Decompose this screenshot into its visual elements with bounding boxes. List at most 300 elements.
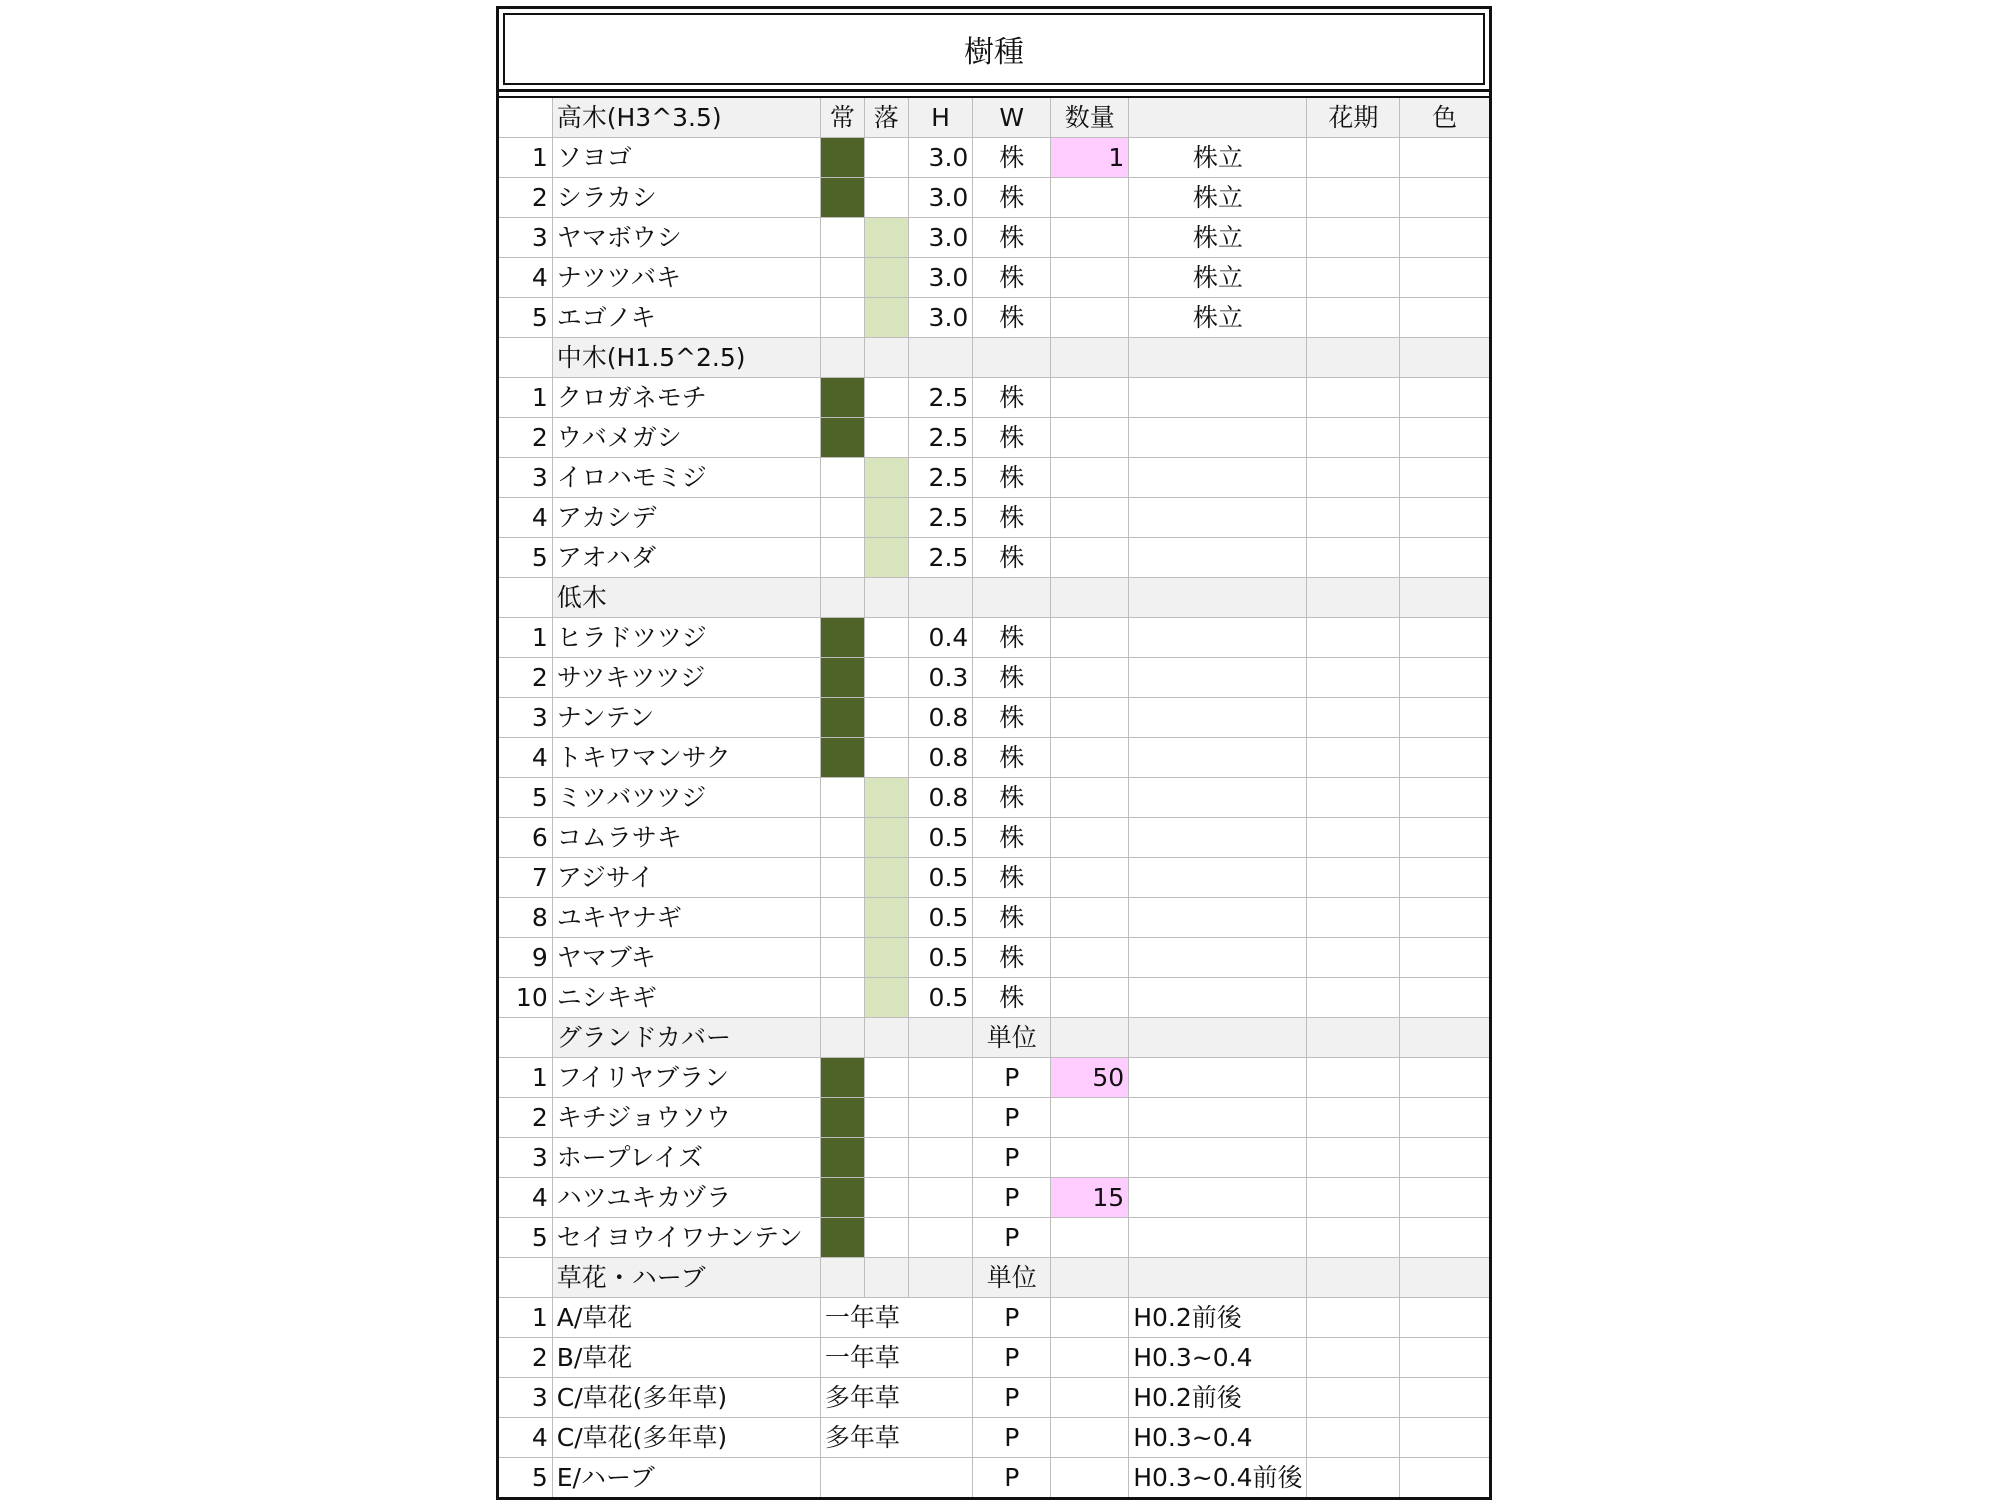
width-unit[interactable]: 株 (973, 778, 1051, 818)
height-value[interactable]: 0.5 (908, 978, 973, 1018)
quantity-cell[interactable] (1051, 858, 1129, 898)
bloom-cell[interactable] (1307, 1418, 1400, 1458)
width-unit[interactable]: 株 (973, 178, 1051, 218)
width-unit[interactable]: 株 (973, 418, 1051, 458)
row-number: 4 (499, 258, 552, 298)
width-unit[interactable]: 株 (973, 738, 1051, 778)
note-cell[interactable]: 株立 (1129, 258, 1307, 298)
plant-name[interactable]: サツキツツジ (552, 658, 820, 698)
height-value[interactable]: 2.5 (908, 418, 973, 458)
row-number: 7 (499, 858, 552, 898)
height-value[interactable] (908, 1098, 973, 1138)
note-cell[interactable] (1129, 818, 1307, 858)
width-unit[interactable]: 株 (973, 538, 1051, 578)
deciduous-marker[interactable] (864, 818, 908, 858)
evergreen-column-header: 常 (820, 97, 864, 138)
bloom-cell[interactable] (1307, 738, 1400, 778)
plant-name[interactable]: E/ハーブ (552, 1458, 820, 1498)
height-value[interactable]: 2.5 (908, 378, 973, 418)
quantity-cell[interactable] (1051, 1338, 1129, 1378)
deciduous-marker[interactable] (864, 778, 908, 818)
evergreen-marker[interactable] (820, 858, 864, 898)
note-cell[interactable]: 株立 (1129, 178, 1307, 218)
bloom-cell[interactable] (1307, 978, 1400, 1018)
bloom-cell[interactable] (1307, 1458, 1400, 1498)
quantity-cell[interactable]: 15 (1051, 1178, 1129, 1218)
bloom-cell[interactable] (1307, 258, 1400, 298)
section-no-cell (499, 338, 552, 378)
bloom-cell[interactable] (1307, 1218, 1400, 1258)
note-cell[interactable] (1129, 1098, 1307, 1138)
plant-name[interactable]: ハツユキカヅラ (552, 1178, 820, 1218)
note-cell[interactable] (1129, 498, 1307, 538)
height-value[interactable]: 3.0 (908, 298, 973, 338)
note-cell[interactable] (1129, 1138, 1307, 1178)
evergreen-marker[interactable] (820, 1098, 864, 1138)
note-cell[interactable] (1129, 858, 1307, 898)
note-cell[interactable] (1129, 1178, 1307, 1218)
plant-row (499, 1058, 1489, 1098)
color-cell[interactable] (1400, 618, 1489, 658)
width-unit[interactable]: 株 (973, 978, 1051, 1018)
evergreen-marker[interactable] (820, 658, 864, 698)
quantity-cell[interactable] (1051, 178, 1129, 218)
color-cell[interactable] (1400, 658, 1489, 698)
note-cell[interactable] (1129, 978, 1307, 1018)
section-no-cell (499, 97, 552, 138)
color-cell[interactable] (1400, 938, 1489, 978)
width-unit[interactable]: 株 (973, 138, 1051, 178)
width-unit[interactable]: 株 (973, 218, 1051, 258)
quantity-cell[interactable] (1051, 1418, 1129, 1458)
bloom-cell[interactable] (1307, 1098, 1400, 1138)
plant-name[interactable]: ユキヤナギ (552, 898, 820, 938)
bloom-cell[interactable] (1307, 858, 1400, 898)
note-cell[interactable] (1129, 658, 1307, 698)
unit-label: 単位 (973, 1258, 1051, 1298)
deciduous-marker[interactable] (864, 1218, 908, 1258)
quantity-cell[interactable] (1051, 938, 1129, 978)
evergreen-marker[interactable] (820, 418, 864, 458)
color-cell[interactable] (1400, 1178, 1489, 1218)
height-value[interactable]: 0.8 (908, 778, 973, 818)
evergreen-marker[interactable] (820, 258, 864, 298)
note-cell[interactable]: H0.3~0.4 (1129, 1418, 1307, 1458)
note-cell[interactable] (1129, 418, 1307, 458)
bloom-cell[interactable] (1307, 818, 1400, 858)
note-cell[interactable] (1129, 938, 1307, 978)
quantity-cell[interactable] (1051, 378, 1129, 418)
section-title: 低木 (552, 578, 820, 618)
plant-name[interactable]: ミツバツツジ (552, 778, 820, 818)
color-cell[interactable] (1400, 1298, 1489, 1338)
row-number: 5 (499, 1218, 552, 1258)
evergreen-marker[interactable] (820, 218, 864, 258)
width-unit[interactable]: 株 (973, 698, 1051, 738)
row-number: 2 (499, 1098, 552, 1138)
color-cell[interactable] (1400, 458, 1489, 498)
deciduous-marker[interactable] (864, 218, 908, 258)
plant-row (499, 1418, 1489, 1458)
color-cell[interactable] (1400, 538, 1489, 578)
plant-name[interactable]: クロガネモチ (552, 378, 820, 418)
evergreen-marker[interactable] (820, 738, 864, 778)
note-cell[interactable] (1129, 698, 1307, 738)
deciduous-marker[interactable] (864, 178, 908, 218)
height-value[interactable]: 0.3 (908, 658, 973, 698)
deciduous-marker[interactable] (864, 978, 908, 1018)
row-number: 3 (499, 698, 552, 738)
color-cell[interactable] (1400, 1098, 1489, 1138)
quantity-cell[interactable] (1051, 1458, 1129, 1498)
plant-row (499, 218, 1489, 258)
quantity-cell[interactable] (1051, 258, 1129, 298)
bloom-cell[interactable] (1307, 1138, 1400, 1178)
width-unit[interactable]: P (973, 1058, 1051, 1098)
note-cell[interactable] (1129, 778, 1307, 818)
note-cell[interactable]: 株立 (1129, 138, 1307, 178)
width-unit[interactable]: 株 (973, 938, 1051, 978)
plant-list-sheet (496, 6, 1492, 1500)
plant-type[interactable]: 一年草 (820, 1298, 972, 1338)
evergreen-marker[interactable] (820, 1178, 864, 1218)
color-cell[interactable] (1400, 1218, 1489, 1258)
plant-name[interactable]: ヒラドツツジ (552, 618, 820, 658)
plant-name[interactable]: アジサイ (552, 858, 820, 898)
row-number: 1 (499, 618, 552, 658)
color-cell[interactable] (1400, 858, 1489, 898)
deciduous-marker[interactable] (864, 858, 908, 898)
evergreen-marker[interactable] (820, 778, 864, 818)
bloom-cell[interactable] (1307, 178, 1400, 218)
evergreen-marker[interactable] (820, 178, 864, 218)
deciduous-marker[interactable] (864, 418, 908, 458)
quantity-cell[interactable] (1051, 298, 1129, 338)
height-value[interactable] (908, 1178, 973, 1218)
color-cell[interactable] (1400, 1058, 1489, 1098)
note-cell[interactable] (1129, 898, 1307, 938)
row-number: 1 (499, 1058, 552, 1098)
plant-name[interactable]: ナンテン (552, 698, 820, 738)
height-value[interactable]: 0.5 (908, 818, 973, 858)
width-unit[interactable]: 株 (973, 458, 1051, 498)
plant-name[interactable]: ヤマボウシ (552, 218, 820, 258)
note-cell[interactable] (1129, 1058, 1307, 1098)
bloom-cell[interactable] (1307, 218, 1400, 258)
width-unit[interactable]: P (973, 1418, 1051, 1458)
deciduous-marker[interactable] (864, 498, 908, 538)
row-number: 2 (499, 418, 552, 458)
plant-name[interactable]: C/草花(多年草) (552, 1378, 820, 1418)
note-cell[interactable]: 株立 (1129, 298, 1307, 338)
color-cell[interactable] (1400, 1458, 1489, 1498)
quantity-cell[interactable] (1051, 418, 1129, 458)
height-value[interactable] (908, 1218, 973, 1258)
plant-name[interactable]: セイヨウイワナンテン (552, 1218, 820, 1258)
bloom-cell[interactable] (1307, 1058, 1400, 1098)
deciduous-marker[interactable] (864, 1098, 908, 1138)
bloom-cell[interactable] (1307, 298, 1400, 338)
deciduous-marker[interactable] (864, 618, 908, 658)
bloom-cell[interactable] (1307, 698, 1400, 738)
color-cell[interactable] (1400, 1418, 1489, 1458)
plant-row (499, 1218, 1489, 1258)
deciduous-marker[interactable] (864, 1058, 908, 1098)
height-value[interactable]: 3.0 (908, 138, 973, 178)
height-value[interactable]: 2.5 (908, 498, 973, 538)
plant-name[interactable]: コムラサキ (552, 818, 820, 858)
color-cell[interactable] (1400, 698, 1489, 738)
deciduous-marker[interactable] (864, 378, 908, 418)
plant-name[interactable]: A/草花 (552, 1298, 820, 1338)
evergreen-header-cell (820, 1018, 864, 1058)
evergreen-marker[interactable] (820, 698, 864, 738)
note-cell[interactable]: H0.2前後 (1129, 1378, 1307, 1418)
color-cell[interactable] (1400, 738, 1489, 778)
quantity-cell[interactable] (1051, 618, 1129, 658)
quantity-cell[interactable] (1051, 658, 1129, 698)
height-value[interactable] (908, 1058, 973, 1098)
note-cell[interactable] (1129, 1218, 1307, 1258)
evergreen-marker[interactable] (820, 1218, 864, 1258)
bloom-cell[interactable] (1307, 1378, 1400, 1418)
width-unit[interactable]: 株 (973, 618, 1051, 658)
quantity-cell[interactable] (1051, 458, 1129, 498)
quantity-cell[interactable] (1051, 538, 1129, 578)
plant-name[interactable]: アカシデ (552, 498, 820, 538)
deciduous-marker[interactable] (864, 258, 908, 298)
header-empty-cell (1129, 338, 1307, 378)
height-value[interactable]: 0.8 (908, 738, 973, 778)
deciduous-header-cell (864, 338, 908, 378)
bloom-cell[interactable] (1307, 778, 1400, 818)
color-cell[interactable] (1400, 418, 1489, 458)
height-value[interactable]: 0.5 (908, 858, 973, 898)
evergreen-marker[interactable] (820, 818, 864, 858)
height-value[interactable]: 0.8 (908, 698, 973, 738)
height-header-cell (908, 1258, 973, 1298)
evergreen-marker[interactable] (820, 978, 864, 1018)
plant-type[interactable]: 多年草 (820, 1378, 972, 1418)
deciduous-marker[interactable] (864, 938, 908, 978)
height-value[interactable]: 0.4 (908, 618, 973, 658)
plant-name[interactable]: C/草花(多年草) (552, 1418, 820, 1458)
plant-name[interactable]: ナツツバキ (552, 258, 820, 298)
width-unit[interactable]: P (973, 1458, 1051, 1498)
plant-name[interactable]: イロハモミジ (552, 458, 820, 498)
plant-name[interactable]: アオハダ (552, 538, 820, 578)
plant-row (499, 298, 1489, 338)
evergreen-marker[interactable] (820, 378, 864, 418)
plant-row (499, 1338, 1489, 1378)
width-unit[interactable]: 株 (973, 258, 1051, 298)
evergreen-marker[interactable] (820, 498, 864, 538)
plant-row (499, 898, 1489, 938)
plant-name[interactable]: エゴノキ (552, 298, 820, 338)
evergreen-marker[interactable] (820, 1058, 864, 1098)
color-cell[interactable] (1400, 978, 1489, 1018)
note-cell[interactable] (1129, 618, 1307, 658)
color-cell[interactable] (1400, 1138, 1489, 1178)
bloom-cell[interactable] (1307, 1338, 1400, 1378)
quantity-cell[interactable] (1051, 898, 1129, 938)
width-unit[interactable]: 株 (973, 818, 1051, 858)
bloom-cell[interactable] (1307, 378, 1400, 418)
height-value[interactable]: 2.5 (908, 538, 973, 578)
height-value[interactable]: 0.5 (908, 898, 973, 938)
quantity-cell[interactable]: 50 (1051, 1058, 1129, 1098)
width-unit[interactable]: 株 (973, 378, 1051, 418)
plant-row (499, 378, 1489, 418)
bloom-cell[interactable] (1307, 1298, 1400, 1338)
evergreen-marker[interactable] (820, 898, 864, 938)
width-unit[interactable]: 株 (973, 498, 1051, 538)
color-cell[interactable] (1400, 898, 1489, 938)
note-cell[interactable]: H0.2前後 (1129, 1298, 1307, 1338)
color-cell[interactable] (1400, 178, 1489, 218)
color-cell[interactable] (1400, 298, 1489, 338)
note-cell[interactable]: 株立 (1129, 218, 1307, 258)
plant-name[interactable]: フイリヤブラン (552, 1058, 820, 1098)
plant-type[interactable]: 多年草 (820, 1418, 972, 1458)
plant-name[interactable]: ニシキギ (552, 978, 820, 1018)
color-cell[interactable] (1400, 1338, 1489, 1378)
note-cell[interactable] (1129, 458, 1307, 498)
height-value[interactable] (908, 1138, 973, 1178)
quantity-cell[interactable] (1051, 738, 1129, 778)
evergreen-marker[interactable] (820, 618, 864, 658)
bloom-cell[interactable] (1307, 898, 1400, 938)
height-value[interactable]: 0.5 (908, 938, 973, 978)
bloom-cell[interactable] (1307, 658, 1400, 698)
plant-row (499, 538, 1489, 578)
width-unit[interactable]: 株 (973, 898, 1051, 938)
deciduous-marker[interactable] (864, 538, 908, 578)
deciduous-marker[interactable] (864, 458, 908, 498)
row-number: 4 (499, 738, 552, 778)
section-title: 草花・ハーブ (552, 1258, 820, 1298)
color-cell[interactable] (1400, 1378, 1489, 1418)
evergreen-marker[interactable] (820, 458, 864, 498)
height-value[interactable]: 3.0 (908, 258, 973, 298)
width-unit[interactable]: 株 (973, 658, 1051, 698)
quantity-cell[interactable] (1051, 698, 1129, 738)
color-cell[interactable] (1400, 218, 1489, 258)
width-unit[interactable]: P (973, 1098, 1051, 1138)
color-cell[interactable] (1400, 818, 1489, 858)
width-unit[interactable]: P (973, 1298, 1051, 1338)
quantity-cell[interactable] (1051, 1138, 1129, 1178)
color-cell[interactable] (1400, 138, 1489, 178)
note-cell[interactable] (1129, 738, 1307, 778)
plant-name[interactable]: ホープレイズ (552, 1138, 820, 1178)
evergreen-marker[interactable] (820, 1138, 864, 1178)
color-cell[interactable] (1400, 378, 1489, 418)
row-number: 4 (499, 1418, 552, 1458)
deciduous-marker[interactable] (864, 738, 908, 778)
note-cell[interactable]: H0.3~0.4 (1129, 1338, 1307, 1378)
plant-type[interactable] (820, 1458, 972, 1498)
evergreen-marker[interactable] (820, 138, 864, 178)
evergreen-marker[interactable] (820, 538, 864, 578)
quantity-cell[interactable] (1051, 978, 1129, 1018)
quantity-cell[interactable] (1051, 1378, 1129, 1418)
bloom-cell[interactable] (1307, 498, 1400, 538)
color-column-header: 色 (1400, 97, 1489, 138)
plant-name[interactable]: キチジョウソウ (552, 1098, 820, 1138)
note-cell[interactable]: H0.3~0.4前後 (1129, 1458, 1307, 1498)
plant-row (499, 258, 1489, 298)
section-header-row (499, 1018, 1489, 1058)
bloom-cell[interactable] (1307, 458, 1400, 498)
row-number: 2 (499, 178, 552, 218)
title-box (496, 6, 1492, 92)
plant-name[interactable]: ヤマブキ (552, 938, 820, 978)
bloom-column-header: 花期 (1307, 97, 1400, 138)
quantity-cell[interactable] (1051, 218, 1129, 258)
plant-type[interactable]: 一年草 (820, 1338, 972, 1378)
bloom-cell[interactable] (1307, 938, 1400, 978)
deciduous-marker[interactable] (864, 298, 908, 338)
quantity-cell[interactable] (1051, 1298, 1129, 1338)
quantity-cell[interactable] (1051, 818, 1129, 858)
bloom-cell[interactable] (1307, 618, 1400, 658)
deciduous-marker[interactable] (864, 898, 908, 938)
plant-name[interactable]: B/草花 (552, 1338, 820, 1378)
quantity-cell[interactable] (1051, 778, 1129, 818)
height-value[interactable]: 2.5 (908, 458, 973, 498)
plant-name[interactable]: ウバメガシ (552, 418, 820, 458)
color-cell[interactable] (1400, 778, 1489, 818)
note-cell[interactable] (1129, 378, 1307, 418)
bloom-cell[interactable] (1307, 538, 1400, 578)
bloom-cell[interactable] (1307, 418, 1400, 458)
note-cell[interactable] (1129, 538, 1307, 578)
deciduous-marker[interactable] (864, 1178, 908, 1218)
section-header-row (499, 578, 1489, 618)
deciduous-column-header: 落 (864, 97, 908, 138)
deciduous-marker[interactable] (864, 658, 908, 698)
quantity-cell[interactable] (1051, 1098, 1129, 1138)
height-value[interactable]: 3.0 (908, 218, 973, 258)
width-unit[interactable]: 株 (973, 298, 1051, 338)
quantity-cell[interactable] (1051, 1218, 1129, 1258)
width-unit[interactable]: P (973, 1218, 1051, 1258)
evergreen-marker[interactable] (820, 298, 864, 338)
height-value[interactable]: 3.0 (908, 178, 973, 218)
bloom-cell[interactable] (1307, 1178, 1400, 1218)
bloom-cell[interactable] (1307, 138, 1400, 178)
width-unit[interactable]: P (973, 1378, 1051, 1418)
width-unit[interactable]: P (973, 1338, 1051, 1378)
quantity-cell[interactable] (1051, 498, 1129, 538)
deciduous-marker[interactable] (864, 138, 908, 178)
header-empty-cell (1307, 1018, 1400, 1058)
width-unit[interactable]: 株 (973, 858, 1051, 898)
deciduous-marker[interactable] (864, 698, 908, 738)
plant-name[interactable]: トキワマンサク (552, 738, 820, 778)
plant-name[interactable]: シラカシ (552, 178, 820, 218)
width-unit[interactable]: P (973, 1178, 1051, 1218)
width-unit[interactable]: P (973, 1138, 1051, 1178)
color-cell[interactable] (1400, 498, 1489, 538)
plant-name[interactable]: ソヨゴ (552, 138, 820, 178)
evergreen-marker[interactable] (820, 938, 864, 978)
deciduous-marker[interactable] (864, 1138, 908, 1178)
color-cell[interactable] (1400, 258, 1489, 298)
unit-label (973, 338, 1051, 378)
quantity-cell[interactable]: 1 (1051, 138, 1129, 178)
